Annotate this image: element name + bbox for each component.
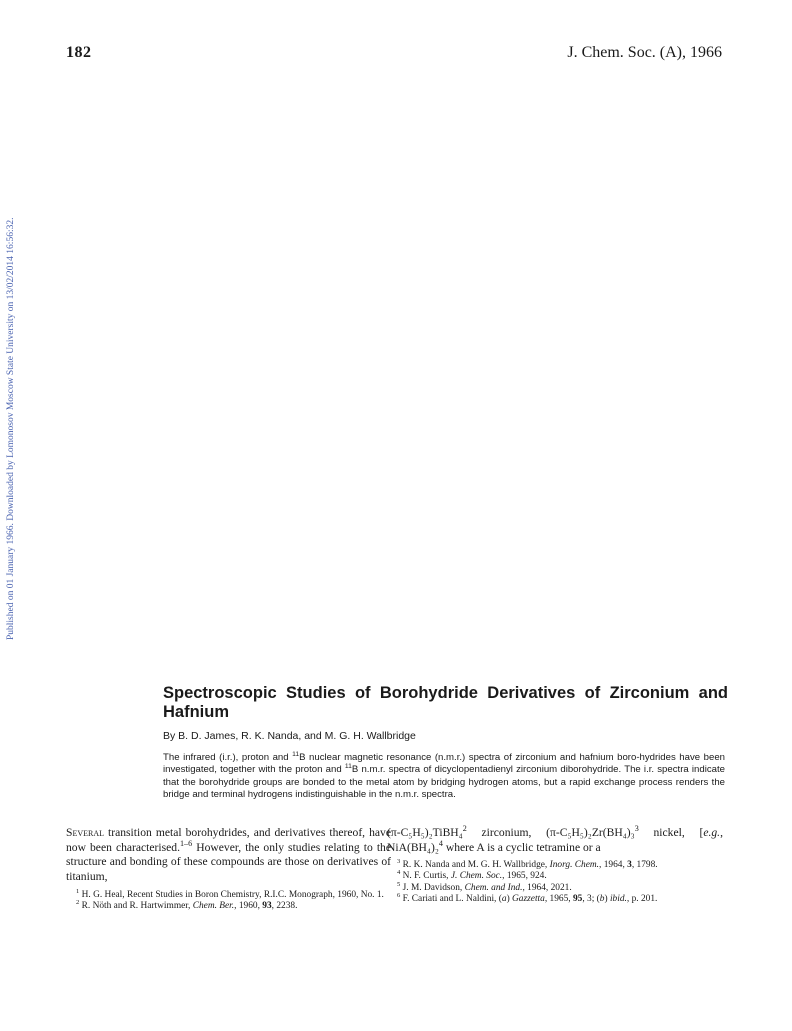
intro-paragraph: Several transition metal borohydrides, and derivatives thereof, have now been characterised.$^{1-6}$ However, the only studies relating to the structure and bonding of these compounds are those on derivatives of titanium,	[66, 826, 391, 883]
footnote-6: $^6$ F. Cariati and L. Naldini, (a) Gazzetta, 1965, 95, 3; (b) ibid., p. 201.	[397, 892, 658, 905]
abstract: The infrared (i.r.), proton and $^{11}$B nuclear magnetic resonance (n.m.r.) spectra of zirconium and hafnium boro-hydrides have been investigated, together with the proton and $^{11}$B n.m.r. spectra of dicyclopentadienyl zirconium diborohydride. The i.r. spectra indicate that the borohydride groups are bonded to the metal atom by bridging hydrogen atoms, but a rapid exchange process renders the bridge and terminal hydrogens indistinguishable in the n.m.r. spectra.	[163, 750, 725, 801]
formula-nickel: NiA(BH₄)₂	[387, 840, 439, 854]
footnotes-right	[387, 857, 723, 906]
footnote-1: $^1$ H. G. Heal, Recent Studies in Boron Chemistry, R.I.C. Monograph, 1960, No. 1.	[76, 887, 384, 900]
formula-titanium: (π-C₅H₅)₂TiBH₄	[387, 826, 463, 839]
page-number: 182	[66, 44, 92, 61]
article-title: Spectroscopic Studies of Borohydride Derivatives of Zirconium and Hafnium	[163, 684, 728, 721]
ref-citation: 1–6	[180, 838, 193, 848]
footnote-5: $^5$ J. M. Davidson, Chem. and Ind., 1964, 2021.	[397, 880, 572, 893]
formula-zirconium: (π-C₅H₅)₂Zr(BH₄)₃	[546, 826, 635, 839]
lead-word: Several	[66, 826, 104, 839]
continuation-paragraph: (π-C₅H₅)₂TiBH₄$^2$ zirconium, (π-C₅H₅)₂Zr(BH₄)₃$^3$ nickel, [e.g., NiA(BH₄)₂$^4$ where A is a cyclic tetramine or a	[387, 824, 723, 854]
footnote-3: $^3$ R. K. Nanda and M. G. H. Wallbridge, Inorg. Chem., 1964, 3, 1798.	[397, 857, 658, 870]
author-line: By B. D. James, R. K. Nanda, and M. G. H. Wallbridge	[163, 730, 416, 742]
footnote-4: $^4$ N. F. Curtis, J. Chem. Soc., 1965, 924.	[397, 869, 547, 882]
right-column	[387, 826, 723, 906]
download-watermark[interactable]: Published on 01 January 1966. Downloaded by Lomonosov Moscow State University on 13/02/2014 16:56:32.	[6, 217, 16, 640]
footnote-2: $^2$ R. Nöth and R. Hartwimmer, Chem. Ber., 1960, 93, 2238.	[76, 899, 298, 912]
footnotes-left	[66, 887, 391, 913]
left-column	[66, 826, 391, 913]
journal-running-header: J. Chem. Soc. (A), 1966	[567, 44, 722, 61]
